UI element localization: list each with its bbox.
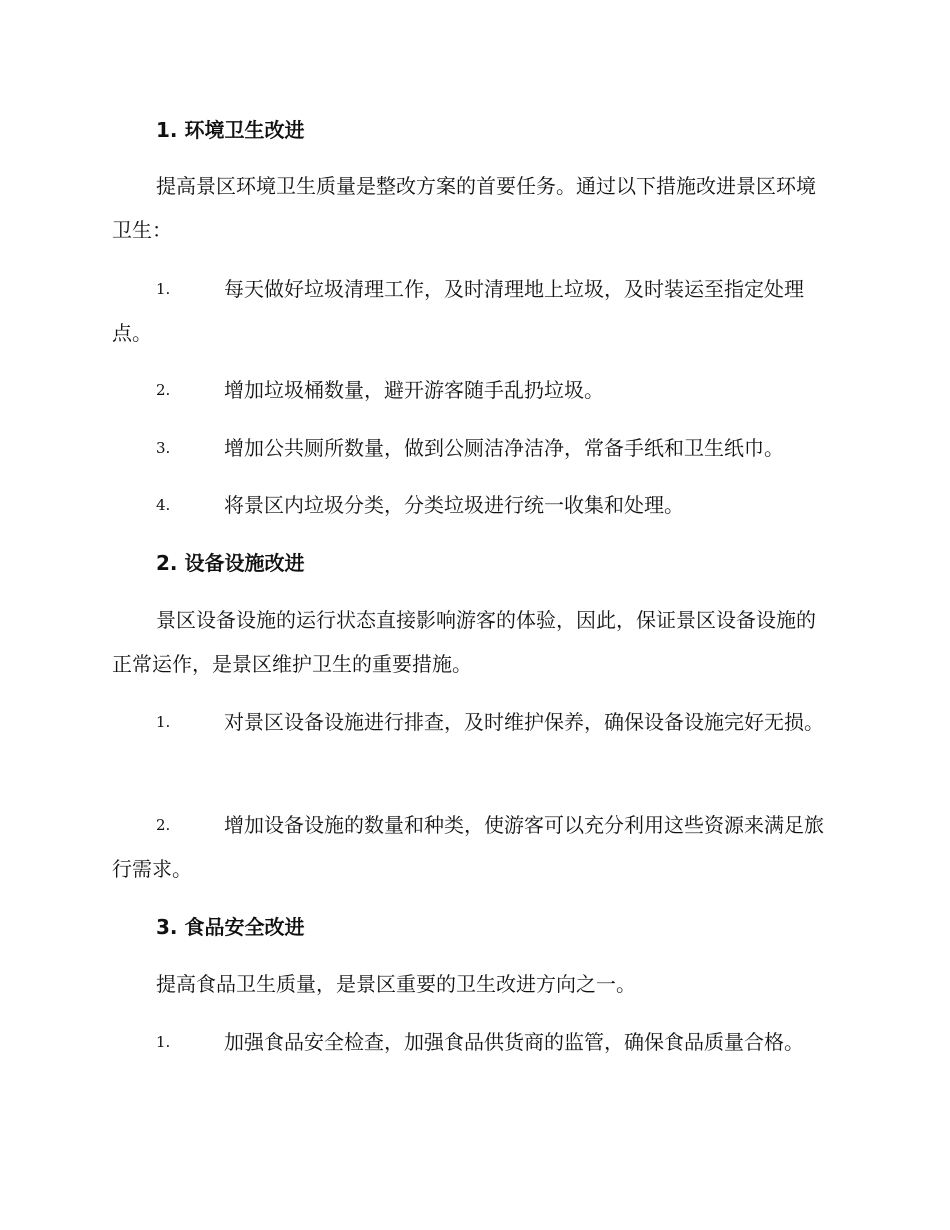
list-number: 1. [156,280,171,298]
section-body [112,962,834,1006]
list-item [112,803,834,891]
list-item-text: 增加公共厕所数量，做到公厕洁净洁净，常备手纸和卫生纸巾。 [224,436,784,460]
section-body [112,598,834,686]
section-heading: 1. 环境卫生改进 [156,118,305,142]
list-item-text: 对景区设备设施进行排查，及时维护保养，确保设备设施完好无损。 [224,710,824,734]
list-item [112,267,834,355]
list-item [112,483,834,527]
list-number: 2. [156,381,171,399]
section-heading: 3. 食品安全改进 [156,915,305,939]
section-heading: 2. 设备设施改进 [156,551,305,575]
list-item [112,700,834,744]
paragraph: 提高食品卫生质量，是景区重要的卫生改进方向之一。 [156,972,636,996]
paragraph: 景区设备设施的运行状态直接影响游客的体验，因此，保证景区设备设施的正常运作，是景区维护卫生的重要措施。 [112,608,816,676]
list-item-text: 加强食品安全检查，加强食品供货商的监管，确保食品质量合格。 [224,1030,804,1054]
list-number: 2. [156,816,171,834]
list-number: 4. [156,496,171,514]
list-item-text: 每天做好垃圾清理工作，及时清理地上垃圾，及时装运至指定处理点。 [112,277,804,345]
list-number: 3. [156,439,171,457]
list-item-text: 增加设备设施的数量和种类，使游客可以充分利用这些资源来满足旅行需求。 [112,813,824,881]
list-item [112,368,834,412]
list-number: 1. [156,1033,171,1051]
list-item-text: 增加垃圾桶数量，避开游客随手乱扔垃圾。 [224,378,604,402]
paragraph: 提高景区环境卫生质量是整改方案的首要任务。通过以下措施改进景区环境卫生： [112,174,816,242]
list-number: 1. [156,713,171,731]
list-item-text: 将景区内垃圾分类，分类垃圾进行统一收集和处理。 [224,493,684,517]
list-item [112,426,834,470]
section-body [112,164,834,252]
list-item [112,1020,834,1064]
